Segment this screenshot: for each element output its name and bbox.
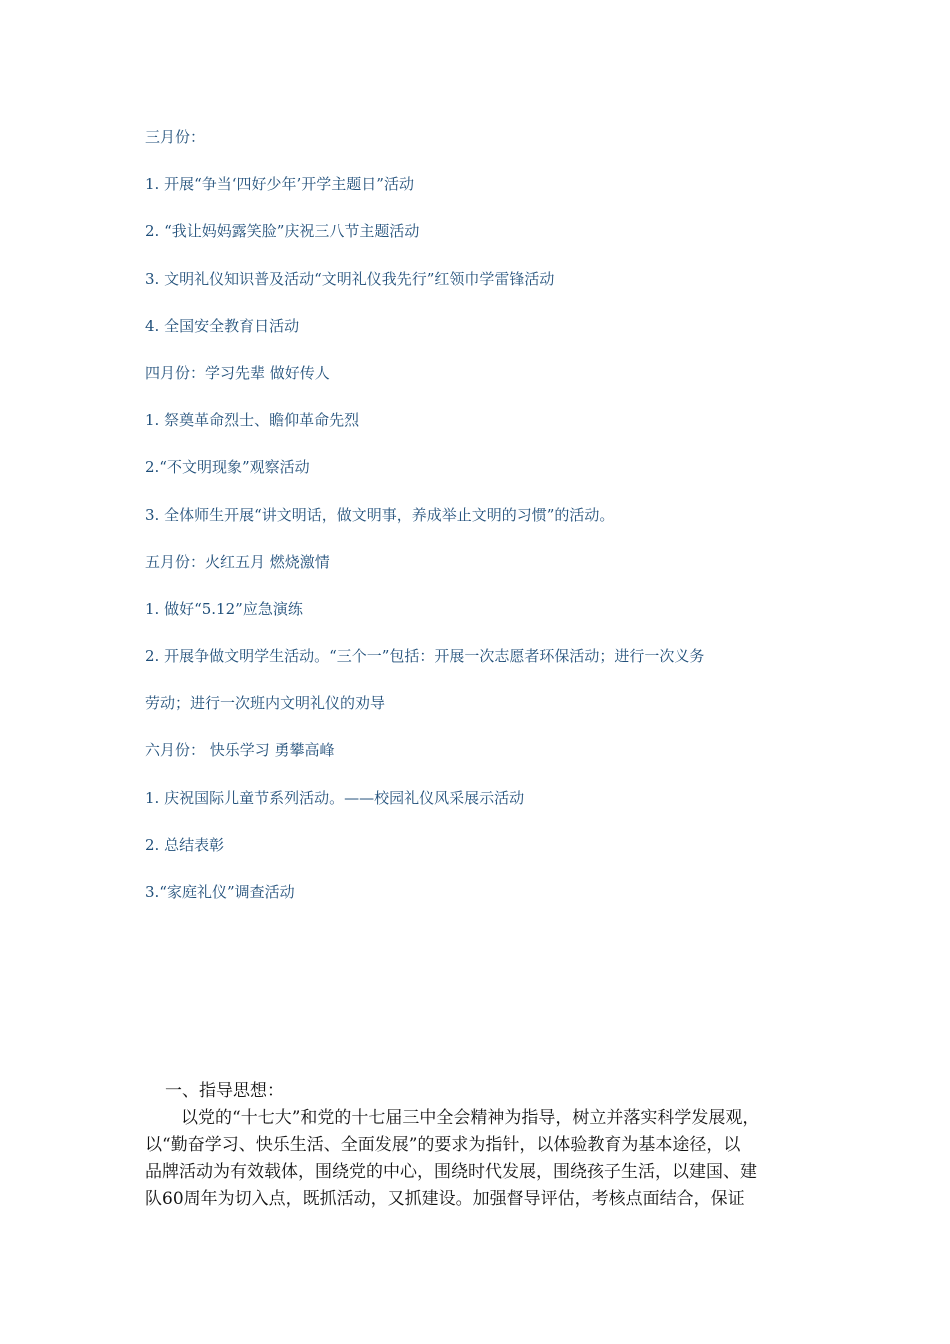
list-item: 1. 庆祝国际儿童节系列活动。——校园礼仪风采展示活动 [145,788,525,807]
month-heading-june: 六月份： 快乐学习 勇攀高峰 [145,741,335,760]
paragraph-line: 队60周年为切入点，既抓活动，又抓建设。加强督导评估，考核点面结合，保证 [145,1189,745,1209]
paragraph-line: 以“勤奋学习、快乐生活、全面发展”的要求为指针，以体验教育为基本途径，以 [145,1135,741,1155]
list-item: 4. 全国安全教育日活动 [145,316,300,335]
month-heading-april: 四月份：学习先辈 做好传人 [145,363,330,382]
list-item: 2. 开展争做文明学生活动。“三个一”包括：开展一次志愿者环保活动；进行一次义务 [145,647,705,666]
list-item: 3.“家庭礼仪”调查活动 [145,883,295,901]
list-item: 1. 祭奠革命烈士、瞻仰革命先烈 [145,411,360,430]
list-item: 1. 做好“5.12”应急演练 [145,599,303,618]
list-item: 3. 文明礼仪知识普及活动“文明礼仪我先行”红领巾学雷锋活动 [145,269,555,288]
list-item: 2. 总结表彰 [145,835,225,854]
paragraph-line: 品牌活动为有效载体，围绕党的中心，围绕时代发展，围绕孩子生活，以建国、建 [145,1162,757,1182]
list-item: 1. 开展“争当‘四好少年’开学主题日”活动 [145,175,414,194]
list-item: 2. “我让妈妈露笑脸”庆祝三八节主题活动 [145,222,420,241]
section-heading: 一、指导思想： [165,1081,284,1101]
list-item: 3. 全体师生开展“讲文明话，做文明事，养成举止文明的习惯”的活动。 [145,505,615,524]
list-item: 2.“不文明现象”观察活动 [145,458,310,477]
month-heading-may: 五月份：火红五月 燃烧激情 [145,552,330,571]
monthly-activity-plan [145,126,845,928]
paragraph-line: 以党的“十七大”和党的十七届三中全会精神为指导，树立并落实科学发展观， [181,1108,760,1128]
guiding-ideology-section [145,1078,825,1213]
list-item-continuation: 劳动；进行一次班内文明礼仪的劝导 [145,694,386,713]
month-heading-march: 三月份： [145,128,206,146]
